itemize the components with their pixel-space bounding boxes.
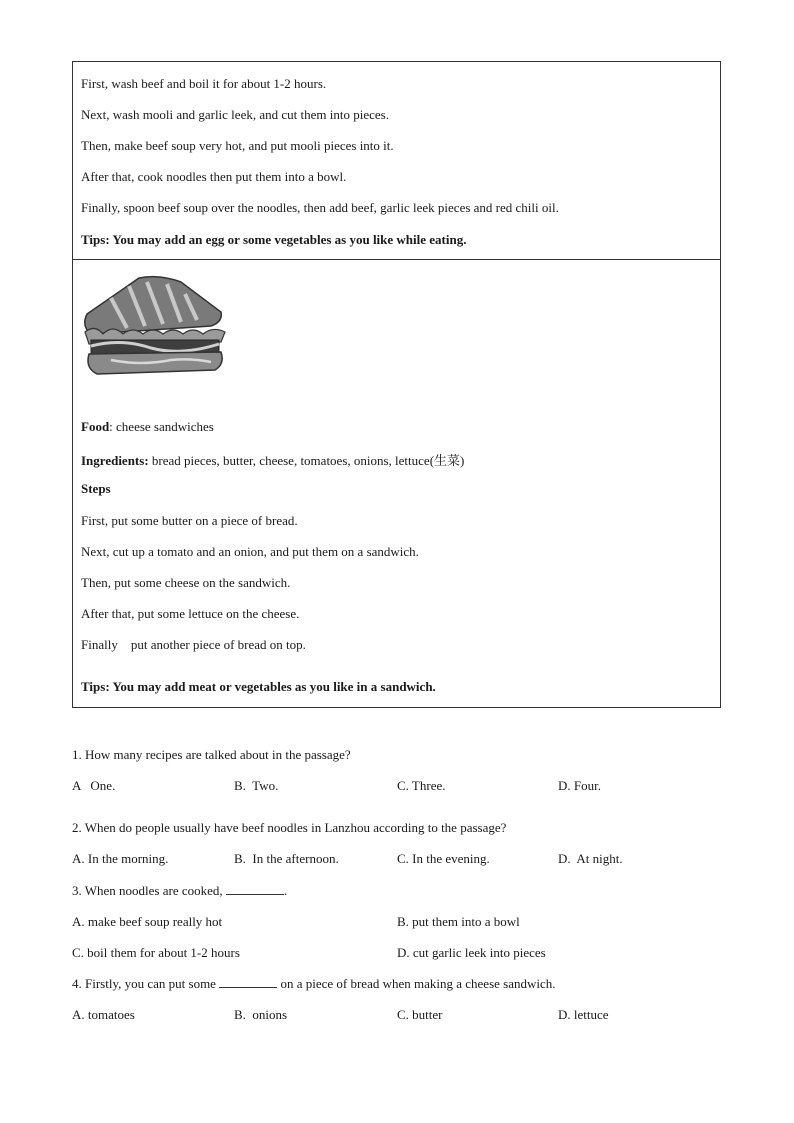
question-1-stem: 1. How many recipes are talked about in the passage? bbox=[72, 747, 351, 762]
question-1-option-d[interactable]: D. Four. bbox=[558, 778, 601, 793]
question-2-option-a[interactable]: A. In the morning. bbox=[72, 851, 169, 866]
recipe2-step-1: First, put some butter on a piece of bread. bbox=[81, 513, 298, 528]
answer-blank bbox=[226, 884, 284, 895]
recipe-cheese-sandwich-box bbox=[72, 259, 721, 708]
recipe1-step-4: After that, cook noodles then put them into a bowl. bbox=[81, 169, 347, 184]
question-4-option-c[interactable]: C. butter bbox=[397, 1007, 443, 1022]
question-4-stem bbox=[72, 976, 556, 992]
question-4-option-a[interactable]: A. tomatoes bbox=[72, 1007, 135, 1022]
sandwich-image bbox=[81, 274, 229, 378]
question-4-stem-after: on a piece of bread when making a cheese sandwich. bbox=[277, 976, 556, 991]
question-2-option-c[interactable]: C. In the evening. bbox=[397, 851, 490, 866]
question-4-option-d[interactable]: D. lettuce bbox=[558, 1007, 609, 1022]
recipe2-step-5: Finally put another piece of bread on top. bbox=[81, 637, 306, 652]
question-3-option-d[interactable]: D. cut garlic leek into pieces bbox=[397, 945, 546, 960]
recipe1-step-3: Then, make beef soup very hot, and put mooli pieces into it. bbox=[81, 138, 394, 153]
question-3-option-b[interactable]: B. put them into a bowl bbox=[397, 914, 520, 929]
steps-heading: Steps bbox=[81, 481, 111, 496]
question-2-option-d[interactable]: D. At night. bbox=[558, 851, 623, 866]
food-line bbox=[81, 419, 214, 435]
ingredients-line bbox=[81, 450, 464, 469]
food-value: : cheese sandwiches bbox=[109, 419, 214, 434]
question-2-option-b[interactable]: B. In the afternoon. bbox=[234, 851, 339, 866]
question-4-stem-before: 4. Firstly, you can put some bbox=[72, 976, 220, 991]
ingredients-value: bread pieces, butter, cheese, tomatoes, onions, lettuce(生菜) bbox=[148, 453, 465, 468]
recipe2-step-3: Then, put some cheese on the sandwich. bbox=[81, 575, 291, 590]
recipe1-step-2: Next, wash mooli and garlic leek, and cut them into pieces. bbox=[81, 107, 389, 122]
tips-label: Tips: bbox=[81, 232, 110, 247]
tips-text: You may add an egg or some vegetables as you like while eating. bbox=[112, 232, 467, 247]
recipe1-step-5: Finally, spoon beef soup over the noodles, then add beef, garlic leek pieces and red chili oil. bbox=[81, 200, 559, 215]
recipe1-step-1: First, wash beef and boil it for about 1-2 hours. bbox=[81, 76, 327, 91]
recipe2-step-2: Next, cut up a tomato and an onion, and put them on a sandwich. bbox=[81, 544, 419, 559]
food-label: Food bbox=[81, 419, 110, 434]
question-1-option-b[interactable]: B. Two. bbox=[234, 778, 279, 793]
recipe1-tips bbox=[81, 232, 466, 248]
question-3-stem-before: 3. When noodles are cooked, bbox=[72, 883, 226, 898]
question-4-option-b[interactable]: B. onions bbox=[234, 1007, 288, 1022]
recipe-beef-noodles-box bbox=[72, 61, 721, 260]
question-3-stem bbox=[72, 883, 287, 899]
recipe2-step-4: After that, put some lettuce on the cheese. bbox=[81, 606, 300, 621]
question-2-stem: 2. When do people usually have beef noodles in Lanzhou according to the passage? bbox=[72, 820, 507, 835]
question-1-option-c[interactable]: C. Three. bbox=[397, 778, 446, 793]
recipe2-tips bbox=[81, 679, 436, 695]
question-3-option-c[interactable]: C. boil them for about 1-2 hours bbox=[72, 945, 240, 960]
tips-text: You may add meat or vegetables as you like in a sandwich. bbox=[112, 679, 436, 694]
tips-label: Tips: bbox=[81, 679, 110, 694]
question-1-option-a[interactable]: A One. bbox=[72, 778, 116, 793]
question-3-option-a[interactable]: A. make beef soup really hot bbox=[72, 914, 223, 929]
question-3-stem-after: . bbox=[283, 883, 288, 898]
ingredients-label: Ingredients: bbox=[81, 453, 149, 468]
answer-blank bbox=[219, 977, 277, 988]
